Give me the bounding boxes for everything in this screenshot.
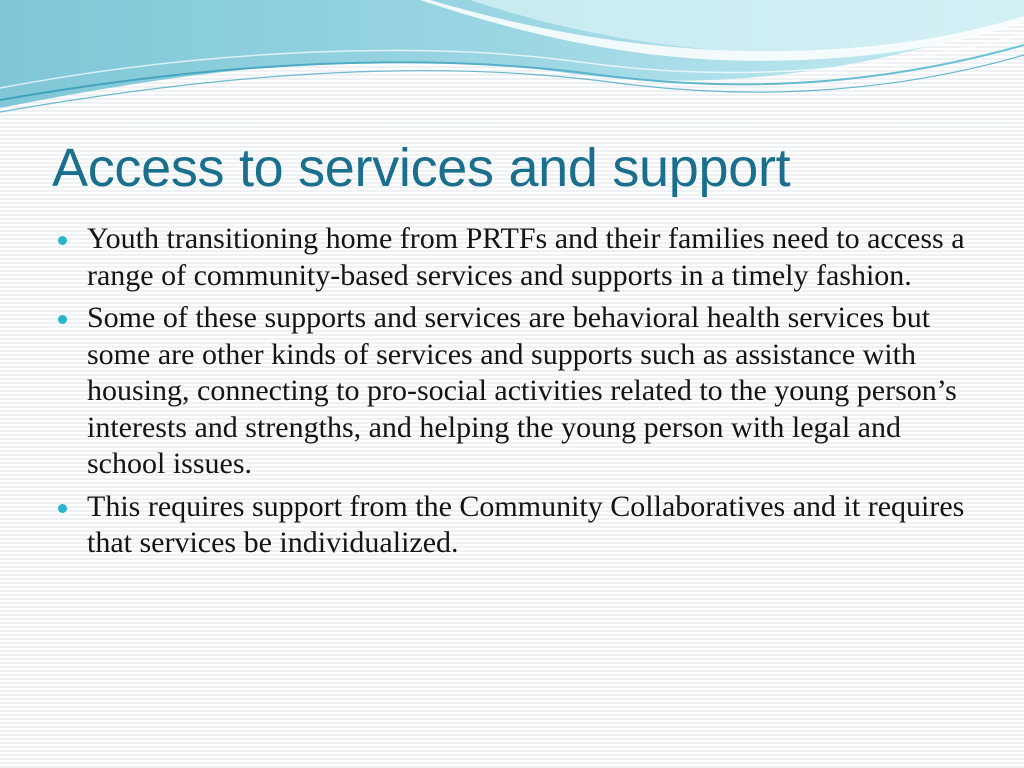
slide-title: Access to services and support	[52, 138, 791, 198]
bullet-item	[52, 300, 972, 483]
bullet-text: This requires support from the Community Collaboratives and it requires that services be individualized.	[87, 489, 965, 559]
bullet-item	[52, 221, 972, 294]
bullet-text: Some of these supports and services are behavioral health services but some are other kinds of services and supports such as assistance with housing, connecting to pro-social activities related to the young person’s interests and strengths, and helping the young person with legal and school issues.	[87, 301, 957, 480]
bullet-dot-icon	[58, 236, 67, 245]
bullet-text: Youth transitioning home from PRTFs and their families need to access a range of community-based services and supports in a timely fashion.	[87, 222, 965, 292]
bullet-dot-icon	[58, 504, 67, 513]
bullet-list	[52, 221, 972, 568]
bullet-dot-icon	[58, 315, 67, 324]
header-wave-decoration	[0, 0, 1024, 130]
bullet-item	[52, 489, 972, 562]
